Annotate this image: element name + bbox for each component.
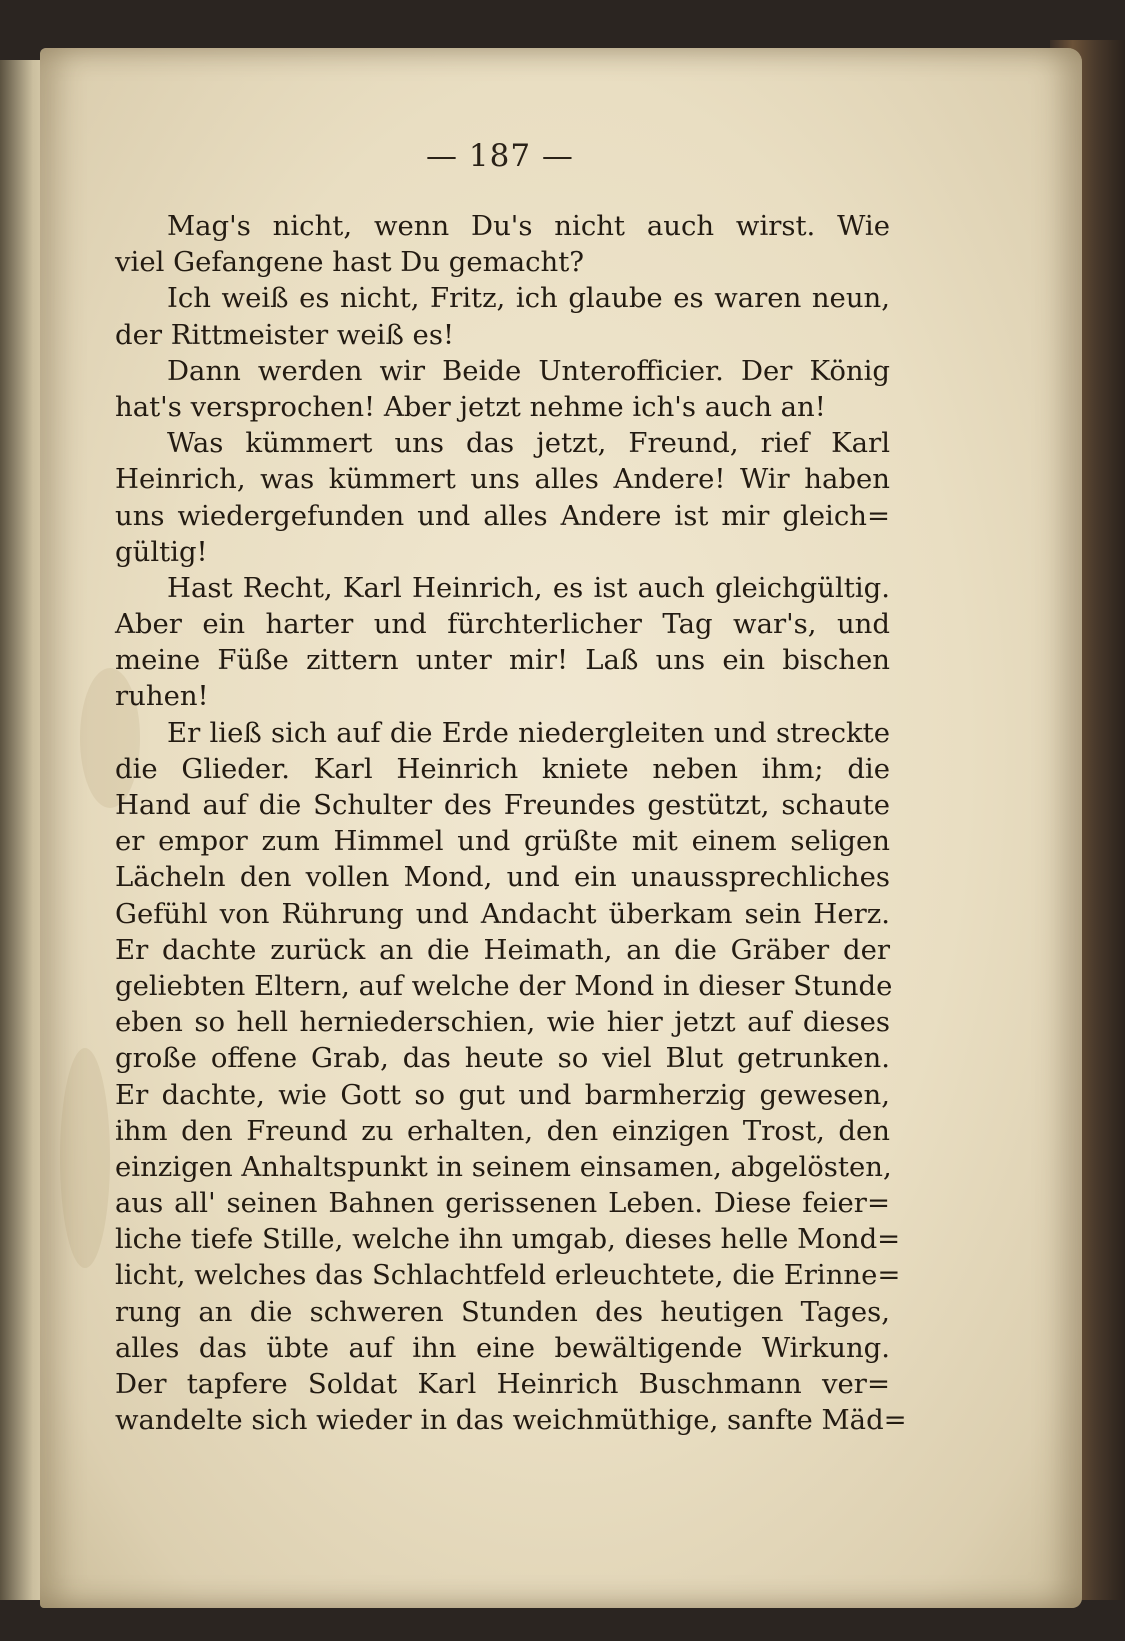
text-line: Heinrich, was kümmert uns alles Andere! Wir haben bbox=[115, 463, 890, 496]
text-line: eben so hell herniederschien, wie hier jetzt auf dieses bbox=[115, 1006, 890, 1039]
text-line: der Rittmeister weiß es! bbox=[115, 318, 454, 351]
text-line: Hand auf die Schulter des Freundes gestützt, schaute bbox=[115, 789, 890, 821]
text-line: geliebten Eltern, auf welche der Mond in dieser Stunde bbox=[115, 969, 893, 1002]
text-line: Gefühl von Rührung und Andacht überkam sein Herz. bbox=[115, 897, 890, 930]
text-line: liche tiefe Stille, welche ihn umgab, dieses helle Mond= bbox=[115, 1223, 901, 1256]
text-line: gültig! bbox=[115, 535, 208, 568]
text-line: uns wiedergefunden und alles Andere ist mir gleich= bbox=[115, 499, 890, 532]
text-line: viel Gefangene hast Du gemacht? bbox=[115, 246, 585, 279]
paper-stain bbox=[60, 1048, 110, 1268]
text-line: Dann werden wir Beide Unterofficier. Der König bbox=[167, 354, 890, 387]
text-line: rung an die schweren Stunden des heutigen Tages, bbox=[115, 1295, 890, 1328]
text-line: die Glieder. Karl Heinrich kniete neben ihm; die bbox=[115, 752, 890, 785]
text-line: meine Füße zittern unter mir! Laß uns ein bischen bbox=[115, 644, 890, 677]
text-line: Mag's nicht, wenn Du's nicht auch wirst. Wie bbox=[167, 210, 890, 242]
text-line: wandelte sich wieder in das weichmüthige, sanfte Mäd= bbox=[115, 1404, 907, 1437]
text-line: hat's versprochen! Aber jetzt nehme ich's auch an! bbox=[115, 390, 826, 423]
text-line: alles das übte auf ihn eine bewältigende Wirkung. bbox=[115, 1331, 890, 1364]
text-line: ihm den Freund zu erhalten, den einzigen Trost, den bbox=[115, 1114, 890, 1147]
text-line: Aber ein harter und fürchterlicher Tag war's, und bbox=[115, 608, 890, 641]
page-text-body bbox=[115, 208, 907, 1438]
text-line: ruhen! bbox=[115, 680, 209, 713]
text-line: licht, welches das Schlachtfeld erleuchtete, die Erinne= bbox=[115, 1259, 901, 1292]
text-line: einzigen Anhaltspunkt in seinem einsamen, abgelösten, bbox=[115, 1150, 892, 1183]
text-line: Lächeln den vollen Mond, und ein unaussprechliches bbox=[115, 861, 890, 894]
text-line: er empor zum Himmel und grüßte mit einem seligen bbox=[115, 825, 890, 858]
text-line: Er ließ sich auf die Erde niedergleiten und streckte bbox=[167, 716, 890, 749]
text-line: Er dachte zurück an die Heimath, an die Gräber der bbox=[115, 933, 890, 966]
text-line: Hast Recht, Karl Heinrich, es ist auch gleichgültig. bbox=[167, 571, 890, 604]
text-line: aus all' seinen Bahnen gerissenen Leben. Diese feier= bbox=[115, 1187, 890, 1220]
page-number: — 187 — bbox=[426, 138, 574, 174]
text-line: Er dachte, wie Gott so gut und barmherzig gewesen, bbox=[115, 1078, 890, 1111]
text-line: Ich weiß es nicht, Fritz, ich glaube es waren neun, bbox=[167, 282, 890, 315]
text-line: große offene Grab, das heute so viel Blut getrunken. bbox=[115, 1042, 890, 1075]
text-line: Was kümmert uns das jetzt, Freund, rief Karl bbox=[167, 427, 890, 460]
text-line: Der tapfere Soldat Karl Heinrich Buschmann ver= bbox=[115, 1368, 890, 1400]
